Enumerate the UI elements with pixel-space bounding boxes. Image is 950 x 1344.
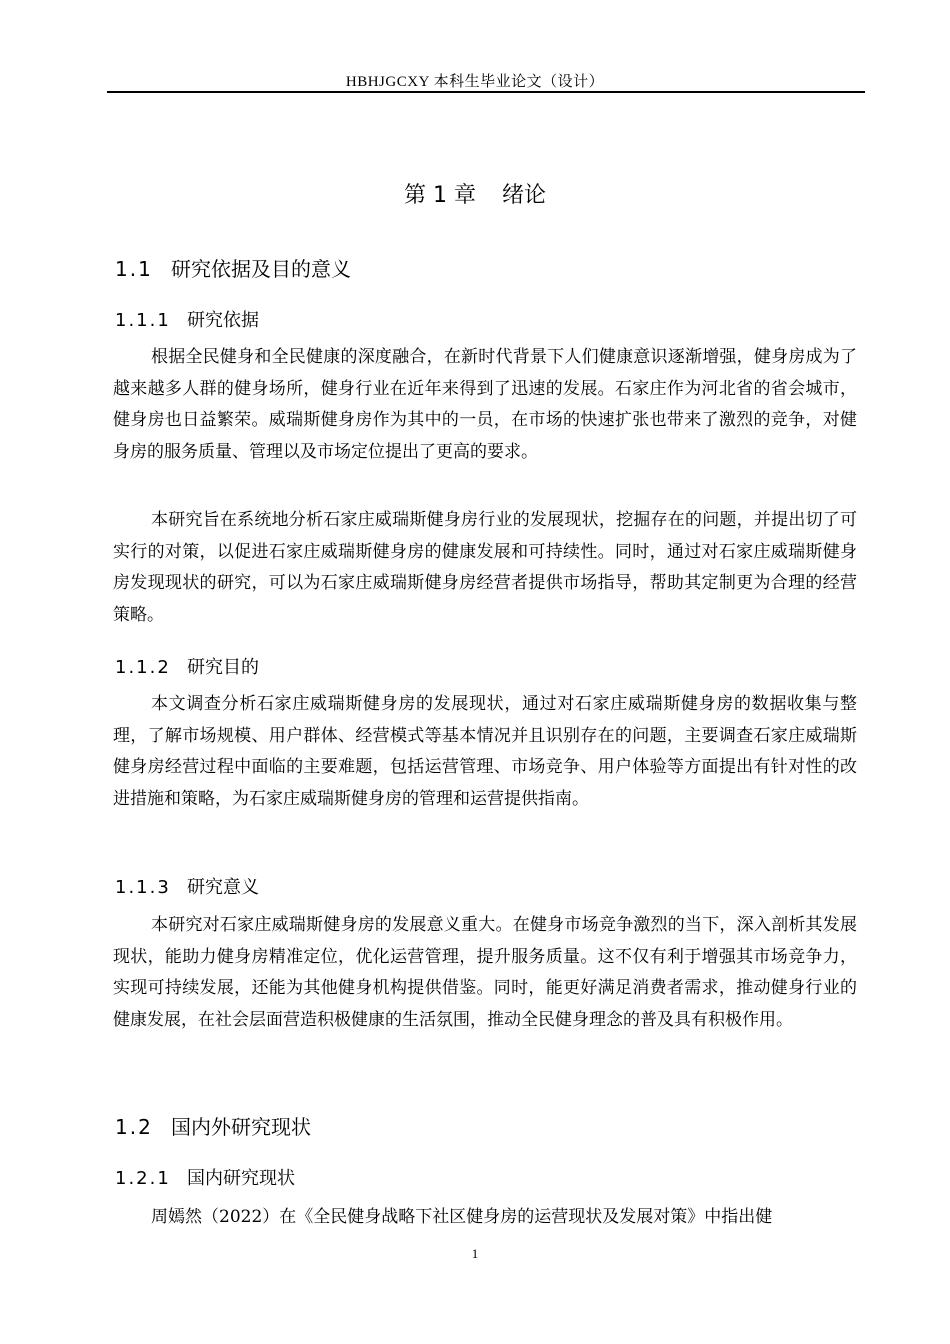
header-rule [107,91,865,93]
subsection-number: 1.1.3 [115,877,171,898]
section-title: 研究依据及目的意义 [171,257,351,281]
section-title: 国内外研究现状 [171,1115,311,1139]
subsection-number: 1.2.1 [115,1168,171,1189]
paragraph: 周嫣然（2022）在《全民健身战略下社区健身房的运营现状及发展对策》中指出健 [151,1207,773,1227]
paragraph: 本研究旨在系统地分析石家庄威瑞斯健身房行业的发展现状，挖掘存在的问题，并提出切了可实行的对策，以促进石家庄威瑞斯健身房的健康发展和可持续性。同时，通过对石家庄威瑞斯健身房发现现状的研究，可以为石家庄威瑞斯健身房经营者提供市场指导，帮助其定制更为合理的经营策略。 [113,510,857,625]
subsection-heading-1-1-2 [115,653,259,679]
page-number: 1 [471,1246,479,1261]
chapter-name: 绪论 [501,183,546,208]
subsection-title: 研究目的 [187,657,259,678]
subsection-number: 1.1.1 [115,310,171,331]
subsection-title: 国内研究现状 [187,1168,295,1189]
subsection-title: 研究意义 [187,877,259,898]
section-number: 1.1 [115,257,153,281]
paragraph: 本研究对石家庄威瑞斯健身房的发展意义重大。在健身市场竞争激烈的当下，深入剖析其发展现状，能助力健身房精准定位，优化运营管理，提升服务质量。这不仅有利于增强其市场竞争力，实现可持续发展，还能为其他健身机构提供借鉴。同时，能更好满足消费者需求，推动健身行业的健康发展，在社会层面营造积极健康的生活氛围，推动全民健身理念的普及具有积极作用。 [113,915,857,1030]
section-number: 1.2 [115,1115,153,1139]
subsection-heading-1-2-1 [115,1164,295,1190]
paragraph: 本文调查分析石家庄威瑞斯健身房的发展现状，通过对石家庄威瑞斯健身房的数据收集与整理，了解市场规模、用户群体、经营模式等基本情况并且识别存在的问题，主要调查石家庄威瑞斯健身房经营过程中面临的主要难题，包括运营管理、市场竞争、用户体验等方面提出有针对性的改进措施和策略，为石家庄威瑞斯健身房的管理和运营提供指南。 [113,694,857,809]
running-header: HBHJGCXY 本科生毕业论文（设计） [345,74,605,90]
subsection-heading-1-1-3 [115,873,259,899]
subsection-heading-1-1-1 [115,306,259,332]
subsection-title: 研究依据 [187,310,259,331]
subsection-number: 1.1.2 [115,657,171,678]
paragraph: 根据全民健身和全民健康的深度融合，在新时代背景下人们健康意识逐渐增强，健身房成为了越来越多人群的健身场所，健身行业在近年来得到了迅速的发展。石家庄作为河北省的省会城市，健身房也日益繁荣。威瑞斯健身房作为其中的一员，在市场的快速扩张也带来了激烈的竞争，对健身房的服务质量、管理以及市场定位提出了更高的要求。 [113,347,857,462]
chapter-title [0,178,950,209]
section-heading-1-2 [115,1111,311,1140]
chapter-number: 第 1 章 [404,183,476,208]
section-heading-1-1 [115,253,351,282]
